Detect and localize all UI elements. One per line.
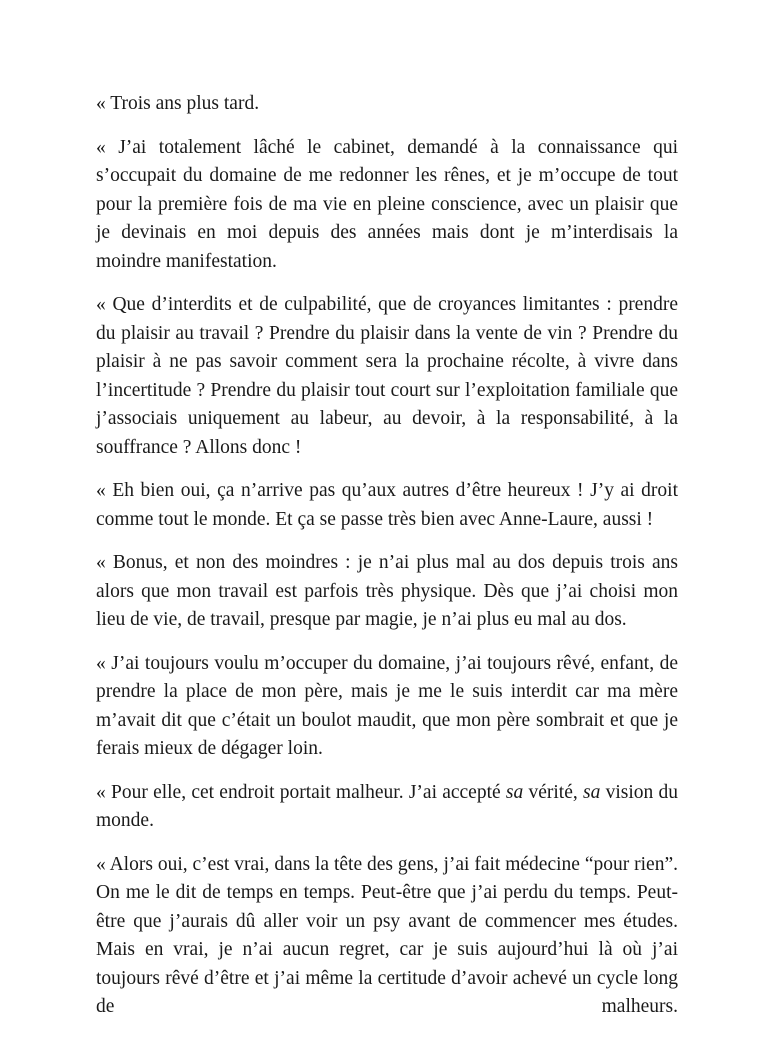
paragraph-7-part-2: vérité,	[523, 781, 583, 803]
page-body	[96, 90, 678, 1037]
paragraph-7-part-3: vision du monde.	[96, 781, 678, 831]
paragraph-6: « J’ai toujours voulu m’occuper du domaine, j’ai toujours rêvé, enfant, de prendre la place de mon père, mais je me le suis interdit car ma mère m’avait dit que c’était un boulot maudit, que mon père sombrait et que je ferais mieux de dégager loin.	[96, 652, 678, 759]
paragraph-2: « J’ai totalement lâché le cabinet, demandé à la connaissance qui s’occupait du domaine de me redonner les rênes, et je m’occupe de tout pour la première fois de ma vie en pleine conscience, avec un plaisir que je devinais en moi depuis des années mais dont je m’interdisais la moindre manifestation.	[96, 136, 678, 272]
emphasis-sa-2: sa	[583, 781, 601, 803]
paragraph-8: « Alors oui, c’est vrai, dans la tête des gens, j’ai fait médecine “pour rien”. On me le dit de temps en temps. Peut-être que j’ai perdu du temps. Peut-être que j’aurais dû aller voir un psy avant de commencer mes études. Mais en vrai, je n’ai aucun regret, car je suis aujourd’hui là où j’ai toujours rêvé d’être et j’ai même la certitude d’avoir achevé un cycle long de malheurs.	[96, 853, 678, 1017]
paragraph-5: « Bonus, et non des moindres : je n’ai plus mal au dos depuis trois ans alors que mon travail est parfois très physique. Dès que j’ai choisi mon lieu de vie, de travail, presque par magie, je n’ai plus eu mal au dos.	[96, 552, 678, 630]
paragraph-7	[96, 779, 678, 836]
emphasis-sa-1: sa	[505, 781, 524, 803]
paragraph-7-part-1: « Pour elle, cet endroit portait malheur. J’ai accepté	[96, 781, 506, 803]
paragraph-4: « Eh bien oui, ça n’arrive pas qu’aux autres d’être heureux ! J’y ai droit comme tout le monde. Et ça se passe très bien avec Anne-Laure, aussi !	[96, 480, 678, 530]
paragraph-1: « Trois ans plus tard.	[96, 93, 260, 114]
paragraph-3: « Que d’interdits et de culpabilité, que de croyances limitantes : prendre du plaisir au travail ? Prendre du plaisir dans la vente de vin ? Prendre du plaisir à ne pas savoir comment sera la prochaine récolte, à vivre dans l’incertitude ? Prendre du plaisir tout court sur l’exploitation familiale que j’associais uniquement au labeur, au devoir, à la responsabilité, à la souffrance ? Allons donc !	[96, 294, 678, 458]
